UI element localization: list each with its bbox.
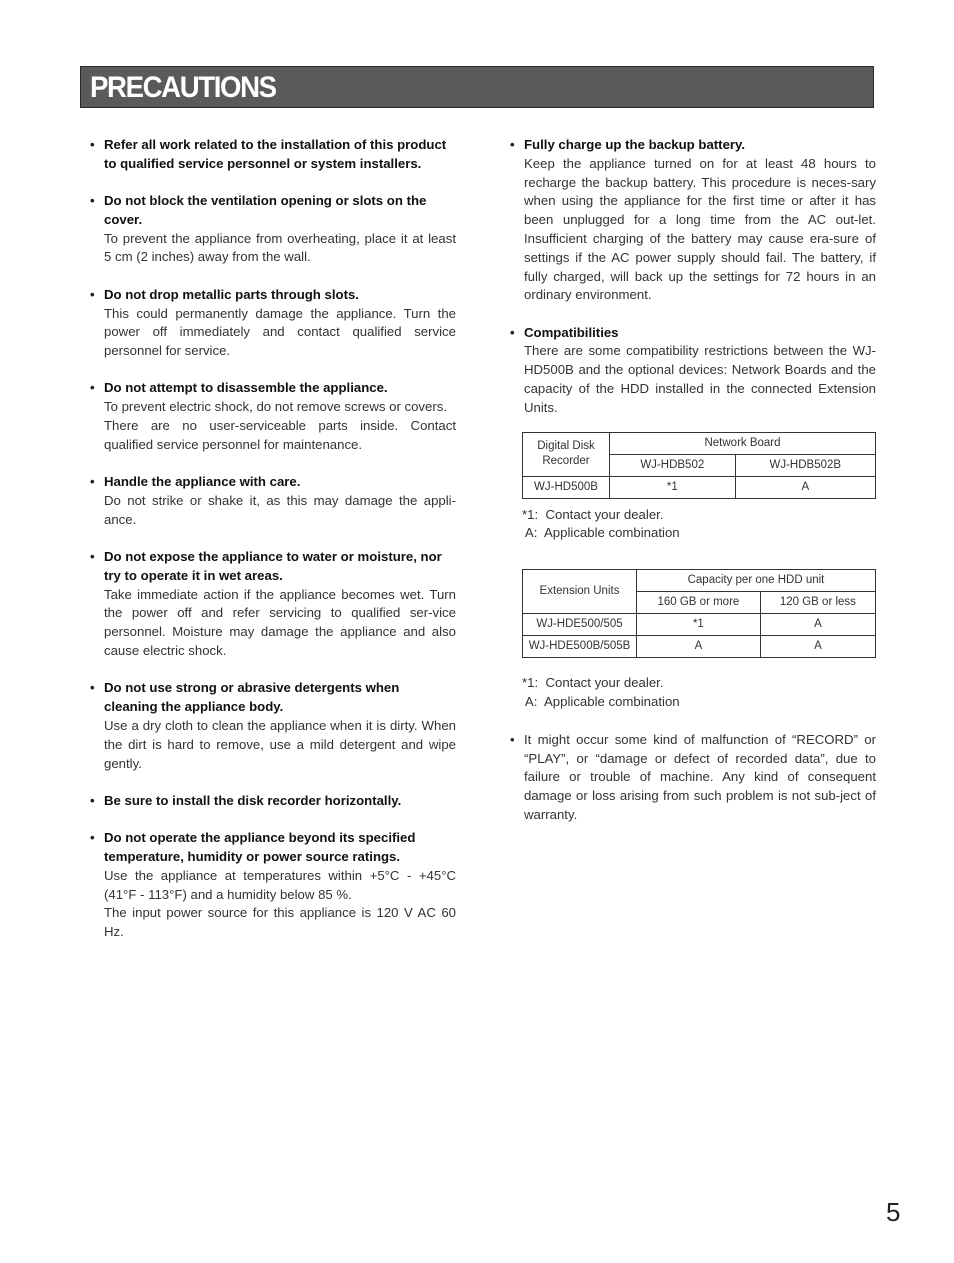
precaution-text: This could permanently damage the appliance. Turn the power off immediately and contact qualified service personnel for service. [104,305,456,359]
bullet-icon: • [90,193,95,209]
bullet-icon: • [90,549,95,565]
precaution-item [510,136,876,305]
precaution-item [90,136,456,174]
table-group-header: Capacity per one HDD unit [637,570,876,592]
table-cell: *1 [610,476,736,498]
bullet-icon: • [510,137,515,152]
precaution-body [104,492,456,530]
precaution-body [104,586,456,661]
table-cell: A [637,636,761,658]
bullet-icon: • [90,680,95,696]
precaution-title: Refer all work related to the installation of this product to qualified service personnel or system installers. [104,137,447,171]
table-cell: A [735,476,875,498]
bullet-icon: • [90,137,95,152]
precaution-text: To prevent electric shock, do not remove screws or covers. [104,399,448,415]
note-line: A: Applicable combination [522,525,680,541]
note-line: *1: Contact your dealer. [522,506,664,522]
table-corner-header: Digital Disk Recorder [523,432,610,476]
table-row [523,636,876,658]
table-column-header: 120 GB or less [760,592,875,614]
table-row-header: WJ-HD500B [523,476,610,498]
precaution-text: The input power source for this appliance is 120 V AC 60 Hz. [104,905,456,940]
precaution-item [510,324,876,418]
bullet-icon: • [510,731,515,747]
left-column [90,136,456,960]
section-title-bar [80,66,874,108]
precaution-body [104,398,456,454]
bullet-icon: • [90,474,95,490]
precaution-item [90,192,456,267]
precaution-body [104,867,456,942]
table-column-header: 160 GB or more [637,592,761,614]
precaution-text: Use a dry cloth to clean the appliance when it is dirty. When the dirt is hard to remove, use a mild detergent and wipe gently. [104,717,456,771]
extension-units-table [522,569,876,658]
precaution-body: There are some compatibility restrictions between the WJ-HD500B and the optional devices: Network Boards and the capacity of the HDD installed in the connected Extension Units. [524,343,876,415]
precaution-item [90,679,456,773]
precaution-title: Do not drop metallic parts through slots. [104,286,359,302]
bullet-icon: • [90,286,95,302]
table-cell: A [760,636,875,658]
bullet-icon: • [90,830,95,846]
table-row-header: WJ-HDE500B/505B [523,636,637,658]
precaution-title: Do not attempt to disassemble the appliance. [104,380,388,396]
precaution-title: Do not expose the appliance to water or moisture, nor try to operate it in wet areas. [104,549,442,583]
precaution-body [104,230,456,268]
table-column-header: WJ-HDB502B [735,454,875,476]
network-board-table [522,432,876,499]
precaution-item [90,829,456,942]
disclaimer-text: It might occur some kind of malfunction of “RECORD” or “PLAY”, or “damage or defect of recorded data”, due to failure or trouble of machine. Any kind of consequent damage or loss arising from such problem is not sub-ject of warranty. [524,731,876,823]
table-row [523,476,876,498]
precaution-title: Handle the appliance with care. [104,474,301,490]
precaution-text: Do not strike or shake it, as this may damage the appli-ance. [104,492,456,527]
precaution-title: Fully charge up the backup battery. [524,137,746,152]
precaution-title: Do not operate the appliance beyond its specified temperature, humidity or power source ratings. [104,830,416,864]
table-row [523,614,876,636]
bullet-icon: • [90,380,95,396]
precaution-item [90,286,456,361]
precaution-title: Do not block the ventilation opening or slots on the cover. [104,193,427,227]
precaution-item [90,548,456,661]
precaution-body: Keep the appliance turned on for at least 48 hours to recharge the backup battery. This procedure is neces-sary when using the appliance for the first time or after it has been unplugged for a long time from the AC out-let. Insufficient charging of the battery may cause era-sure of settings if the AC power supply should fail. The battery, if fully charged, will back up the settings for 72 hours in an ordinary environment. [524,155,876,303]
precaution-title: Be sure to install the disk recorder horizontally. [104,792,402,808]
precaution-item [90,792,456,811]
precaution-text: Take immediate action if the appliance becomes wet. Turn the power off and refer servicing to qualified ser-vice personnel. Moisture may damage the appliance and also cause electric shock. [104,586,456,659]
disclaimer-item [510,731,876,825]
bullet-icon: • [510,324,515,340]
table-notes [522,506,876,544]
table-cell: A [760,614,875,636]
precaution-title: Do not use strong or abrasive detergents when cleaning the appliance body. [104,680,400,715]
precaution-title: Compatibilities [524,324,619,340]
right-column [510,136,876,843]
precaution-text: To prevent the appliance from overheating, place it at least 5 cm (2 inches) away from the wall. [104,230,456,265]
table-corner-header: Extension Units [523,570,637,614]
table-row-header: WJ-HDE500/505 [523,614,637,636]
bullet-icon: • [90,792,95,808]
precaution-item [90,379,456,454]
precaution-item [90,473,456,529]
note-line: A: Applicable combination [522,694,680,710]
table-column-header: WJ-HDB502 [610,454,736,476]
table-group-header: Network Board [610,432,876,454]
table-cell: *1 [637,614,761,636]
precaution-text: There are no user-serviceable parts inside. Contact qualified service personnel for maintenance. [104,418,456,452]
precaution-body [104,717,456,773]
page-number: 5 [886,1197,901,1227]
note-line: *1: Contact your dealer. [522,675,664,691]
table-notes [522,674,876,712]
precaution-text: Use the appliance at temperatures within +5°C - +45°C (41°F - 113°F) and a humidity below 85 %. [104,867,456,902]
precaution-body [104,305,456,361]
page-title: PRECAUTIONS [90,71,276,104]
